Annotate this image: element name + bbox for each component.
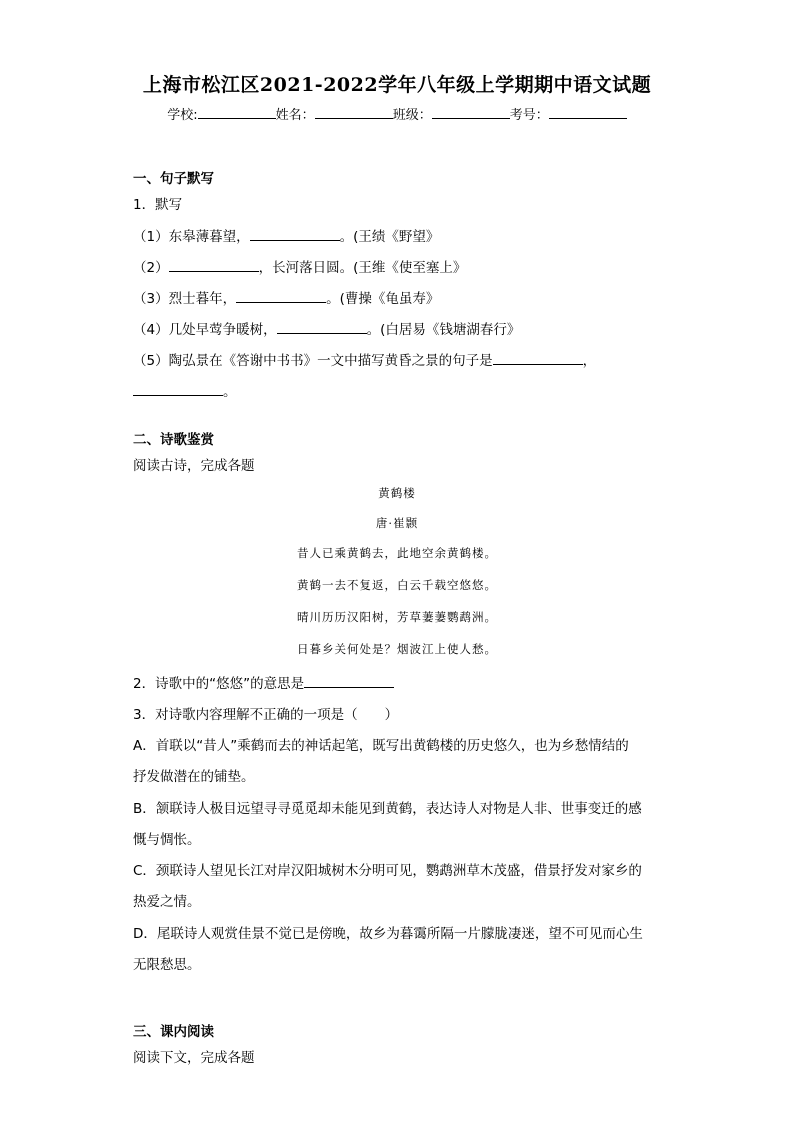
school-blank[interactable] <box>198 104 276 119</box>
poem-line-1: 昔人已乘黄鹤去，此地空余黄鹤楼。 <box>297 546 497 560</box>
option-c-line-2: 热爱之情。 <box>133 894 201 910</box>
student-info-line <box>0 104 794 123</box>
item-4-blank[interactable] <box>277 319 367 334</box>
name-label: 姓名： <box>275 108 315 123</box>
question-1-item-1 <box>133 225 439 245</box>
item-5-prefix: （5）陶弘景在《答谢中书书》一文中描写黄昏之景的句子是 <box>133 353 493 369</box>
question-1-item-4 <box>133 318 520 338</box>
item-1-prefix: （1）东皋薄暮望， <box>133 229 250 245</box>
item-3-blank[interactable] <box>236 288 326 303</box>
item-2-suffix: ，长河落日圆。(王维《使至塞上》 <box>258 260 467 276</box>
question-2-blank[interactable] <box>304 673 394 688</box>
item-4-suffix: 。(白居易《钱塘湖春行》 <box>366 322 521 338</box>
exam-title: 上海市松江区2021-2022学年八年级上学期期中语文试题 <box>142 74 652 96</box>
question-1-label: 1．默写 <box>133 197 183 213</box>
poem-line-4: 日暮乡关何处是？烟波江上使人愁。 <box>297 642 497 656</box>
item-3-prefix: （3）烈士暮年， <box>133 291 237 307</box>
item-3-suffix: 。(曹操《龟虽寿》 <box>326 291 440 307</box>
poem-line-3: 晴川历历汉阳树，芳草萋萋鹦鹉洲。 <box>297 610 497 624</box>
question-1-item-2 <box>133 256 466 276</box>
section2-intro: 阅读古诗，完成各题 <box>133 458 255 474</box>
poem-author: 唐·崔颢 <box>375 516 419 530</box>
option-b-line-1: B．颔联诗人极目远望寻寻觅觅却未能见到黄鹤，表达诗人对物是人非、世事变迁的感 <box>133 801 642 817</box>
question-2-text: 2．诗歌中的“悠悠”的意思是 <box>133 676 305 692</box>
question-1-item-5-cont <box>133 380 237 400</box>
question-3: 3．对诗歌内容理解不正确的一项是（ ） <box>133 707 399 723</box>
number-blank[interactable] <box>549 104 627 119</box>
item-5-blank-1[interactable] <box>493 350 583 365</box>
poem-line-2: 黄鹤一去不复返，白云千载空悠悠。 <box>297 578 497 592</box>
question-2 <box>133 672 394 692</box>
item-2-blank[interactable] <box>169 257 259 272</box>
item-5-blank-2[interactable] <box>133 381 223 396</box>
option-b-line-2: 慨与惆怅。 <box>133 832 201 848</box>
poem-title: 黄鹤楼 <box>378 486 416 500</box>
option-a-line-2: 抒发做潜在的铺垫。 <box>133 769 255 785</box>
section2-heading: 二、诗歌鉴赏 <box>133 432 214 448</box>
class-label: 班级： <box>392 108 432 123</box>
option-d-line-2: 无限愁思。 <box>133 957 201 973</box>
item-1-blank[interactable] <box>250 226 340 241</box>
question-1-item-5 <box>133 349 596 369</box>
option-d-line-1: D．尾联诗人观赏佳景不觉已是傍晚，故乡为暮霭所隔一片朦胧凄迷，望不可见而心生 <box>133 926 643 942</box>
name-blank[interactable] <box>315 104 393 119</box>
section3-heading: 三、课内阅读 <box>133 1024 214 1040</box>
item-5-end: 。 <box>223 384 237 400</box>
question-1-item-3 <box>133 287 439 307</box>
item-2-prefix: （2） <box>133 260 169 276</box>
option-a-line-1: A．首联以“昔人”乘鹤而去的神话起笔，既写出黄鹤楼的历史悠久，也为乡愁情结的 <box>133 738 629 754</box>
item-5-separator: ， <box>582 353 597 369</box>
class-blank[interactable] <box>432 104 510 119</box>
item-1-suffix: 。(王绩《野望》 <box>339 229 440 245</box>
school-label: 学校: <box>167 108 198 123</box>
section3-intro: 阅读下文，完成各题 <box>133 1050 255 1066</box>
option-c-line-1: C．颈联诗人望见长江对岸汉阳城树木分明可见，鹦鹉洲草木茂盛，借景抒发对家乡的 <box>133 863 642 879</box>
section1-heading: 一、句子默写 <box>133 171 214 187</box>
item-4-prefix: （4）几处早莺争暖树， <box>133 322 277 338</box>
number-label: 考号： <box>509 108 549 123</box>
